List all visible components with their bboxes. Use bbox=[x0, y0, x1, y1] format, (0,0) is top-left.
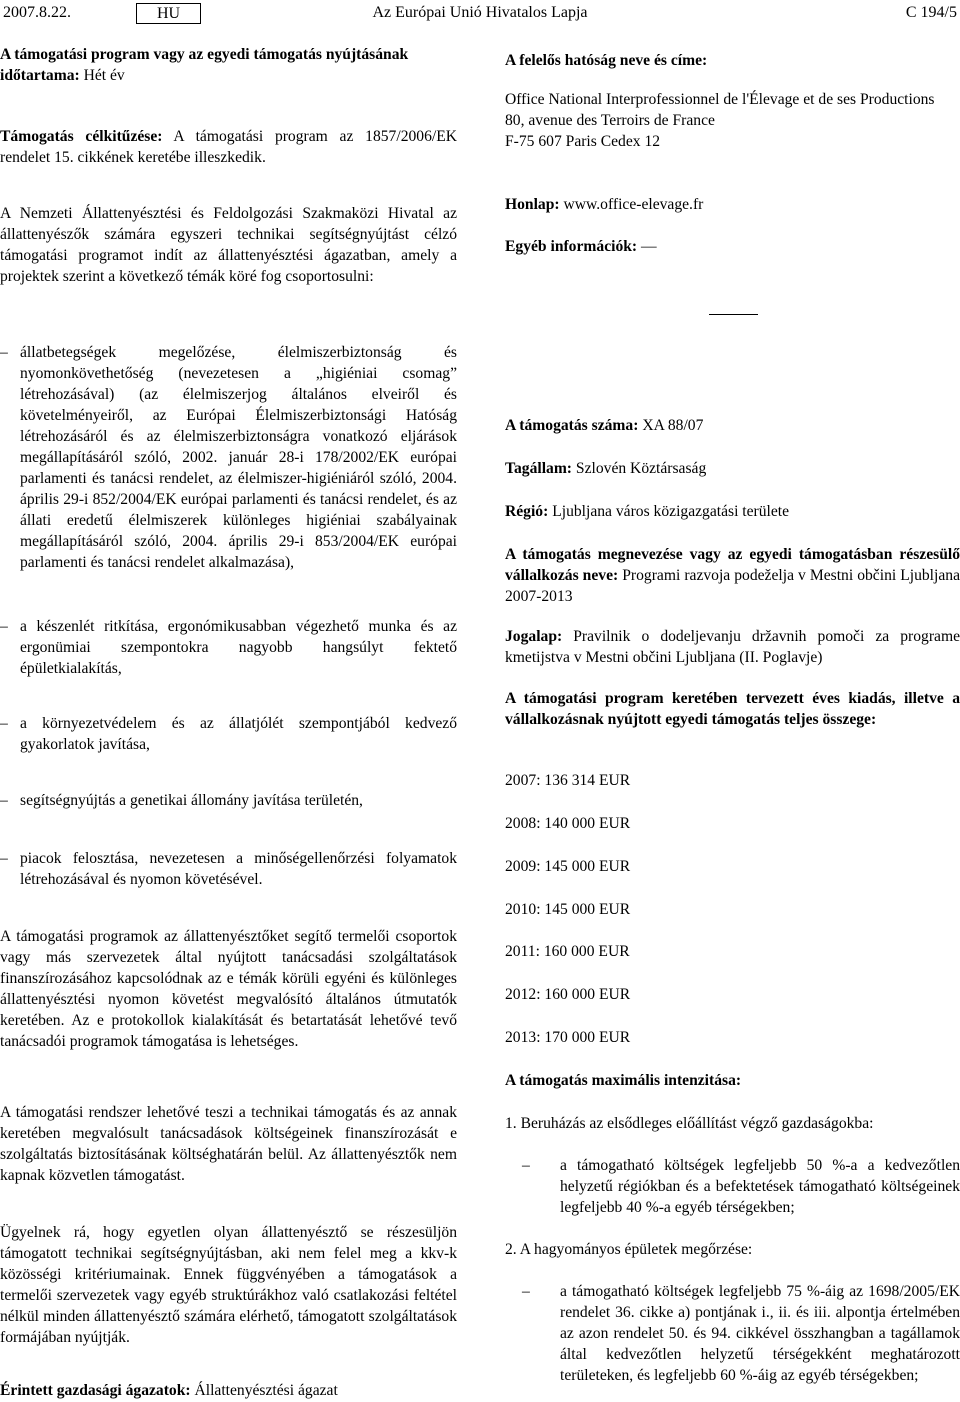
authority-name: Office National Interprofessionnel de l'Élevage et de ses Productions bbox=[505, 91, 935, 108]
aid-number-label: A támogatás száma: bbox=[505, 417, 639, 434]
region-block bbox=[505, 501, 960, 522]
aid-title-label: A támogatás megnevezése vagy az egyedi támogatásban részesülő vállalkozás neve: bbox=[505, 546, 960, 584]
list-item-text: a környezetvédelem és az állatjólét szempontjából kedvező gyakorlatok javítása, bbox=[20, 715, 457, 753]
authority-address-street: 80, avenue des Terroirs de France bbox=[505, 112, 715, 129]
duration-label: A támogatási program vagy az egyedi támogatás nyújtásának időtartama: bbox=[0, 46, 409, 84]
aid-title-value: Programi razvoja podeželja v Mestni občini Ljubljana 2007-2013 bbox=[505, 567, 960, 605]
intensity-label: A támogatás maximális intenzitása: bbox=[505, 1072, 742, 1089]
legal-basis-block bbox=[505, 626, 960, 668]
list-item bbox=[522, 1155, 960, 1218]
issue-date: 2007.8.22. bbox=[3, 4, 71, 21]
year-amount: 2009: 145 000 EUR bbox=[505, 858, 631, 875]
list-item bbox=[0, 790, 457, 811]
aid-number-block bbox=[505, 415, 960, 436]
expenditure-block bbox=[505, 688, 960, 730]
website-block bbox=[505, 194, 960, 215]
year-amount: 2012: 160 000 EUR bbox=[505, 986, 631, 1003]
dash-bullet: – bbox=[522, 1283, 530, 1300]
aid-title-block bbox=[505, 544, 960, 607]
list-item-text: a támogatható költségek legfeljebb 75 %-áig az 1698/2005/EK rendelet 36. cikke a) pontjának i., ii. és iii. alpontja értelmében az azon rendelet 50. és 94. cikkével összhangban a tagállamok által kedvezőtlen helyzetű térségekként meghatározott területeken, és legfeljebb 60 %-áig az egyéb térségekben; bbox=[560, 1283, 960, 1384]
list-item-text: segítségnyújtás a genetikai állomány javítása területén, bbox=[20, 792, 363, 809]
paragraph-text: A támogatási programok az állattenyésztőket segítő termelői csoportok vagy más szervezetek által nyújtott tanácsadási szolgáltatások finanszírozásához kapcsolódnak az e témák körüli egyéni és különleges állattenyésztési nyomon követést megvalósító általános útmutatók keretében. Az e protokollok kialakítását és betartatását lehetővé tevő tanácsadói programok támogatása is lehetséges. bbox=[0, 928, 457, 1050]
intro-paragraph bbox=[0, 203, 457, 287]
paragraph-text: Ügyelnek rá, hogy egyetlen olyan állattenyésztő se részesüljön támogatott technikai segítségnyújtásban, aki nem felel meg a kkv-k közösségi kritériumainak. Ennek függvényében a támogatások a termelői szervezetek vagy egyéb struktúrákhoz való csatlakozási feltétel nélkül minden állattenyésztő számára elérhető, támogatott szolgáltatások formájában nyújtják. bbox=[0, 1224, 457, 1346]
list-item-text: a készenlét ritkítása, ergonómikusabban végezhető munka és az ergonümiai szempontokra nagyobb hangsúlyt fektető épületkialakítás, bbox=[20, 618, 457, 677]
member-state-label: Tagállam: bbox=[505, 460, 573, 477]
authority-block bbox=[505, 50, 960, 152]
legal-basis-value: Pravilnik o dodeljevanju državnih pomoči za programe kmetijstva v Mestni občini Ljubljana (II. Poglavje) bbox=[505, 628, 960, 666]
year-amount: 2011: 160 000 EUR bbox=[505, 943, 630, 960]
sectors-value: Állattenyésztési ágazat bbox=[194, 1382, 338, 1399]
sectors-block bbox=[0, 1380, 457, 1401]
other-info-label: Egyéb információk: bbox=[505, 238, 638, 255]
dash-bullet: – bbox=[0, 344, 8, 361]
section-divider bbox=[709, 314, 758, 315]
page-number: C 194/5 bbox=[905, 4, 957, 21]
dash-bullet: – bbox=[0, 715, 8, 732]
objective-block bbox=[0, 126, 457, 168]
objective-label: Támogatás célkitűzése: bbox=[0, 128, 163, 145]
list-item bbox=[522, 1281, 960, 1386]
authority-label: A felelős hatóság neve és címe: bbox=[505, 52, 708, 69]
expenditure-label: A támogatási program keretében tervezett éves kiadás, illetve a vállalkozásnak nyújtott egyedi támogatás teljes összege: bbox=[505, 690, 960, 728]
dash-bullet: – bbox=[522, 1157, 530, 1174]
year-amount: 2007: 136 314 EUR bbox=[505, 772, 631, 789]
dash-bullet: – bbox=[0, 792, 8, 809]
sectors-label: Érintett gazdasági ágazatok: bbox=[0, 1382, 191, 1399]
list-item bbox=[0, 848, 457, 890]
paragraph-advisory bbox=[0, 926, 457, 1052]
year-amount: 2010: 145 000 EUR bbox=[505, 901, 631, 918]
legal-basis-label: Jogalap: bbox=[505, 628, 563, 645]
duration-value: Hét év bbox=[83, 67, 125, 84]
duration-block bbox=[0, 44, 457, 86]
region-value: Ljubljana város közigazgatási területe bbox=[552, 503, 790, 520]
intro-text: A Nemzeti Állattenyésztési és Feldolgozási Szakmaközi Hivatal az állattenyészők számára egyszeri technikai segítségnyújtást célzó támogatási programot indít az állattenyésztési ágazatban, amely a projektek szerint a következő témák köré fog csoportosulni: bbox=[0, 205, 457, 285]
member-state-block bbox=[505, 458, 960, 479]
point-buildings: 2. A hagyományos épületek megőrzése: bbox=[505, 1241, 753, 1258]
other-info-block bbox=[505, 236, 960, 257]
paragraph-sme bbox=[0, 1222, 457, 1348]
member-state-value: Szlovén Köztársaság bbox=[575, 460, 707, 477]
objective-value: A támogatási program az 1857/2006/EK rendelet 15. cikkének keretébe illeszkedik. bbox=[0, 128, 457, 166]
intensity-block bbox=[505, 1070, 960, 1091]
year-amount: 2013: 170 000 EUR bbox=[505, 1029, 631, 1046]
point-investment: 1. Beruházás az elsődleges előállítást végző gazdaságokba: bbox=[505, 1115, 874, 1132]
aid-number-value: XA 88/07 bbox=[642, 417, 704, 434]
website-label: Honlap: bbox=[505, 196, 560, 213]
website-link[interactable]: www.office-elevage.fr bbox=[563, 196, 704, 213]
dash-bullet: – bbox=[0, 850, 8, 867]
region-label: Régió: bbox=[505, 503, 549, 520]
list-item-text: állatbetegségek megelőzése, élelmiszerbiztonság és nyomonkövethetőség (nevezetesen a „higiéniai csomag” létrehozásával) (az élelmiszerjog általános elveiről és követelményeiről, az Európai Élelmiszerbiztonsági Hatóság létrehozásáról és az élelmiszerbiztonságra vonatkozó eljárások megállapításáról szóló, 2002. január 28-i 178/2002/EK európai parlamenti és tanácsi rendelet, az élelmiszer-higiéniáról szóló, 2004. április 29-i 852/2004/EK európai parlamenti és tanácsi rendelet, és az állati eredetű élelmiszerek különleges higiéniai szabályainak megállapításáról szóló, 2004. április 29-i 853/2004/EK európai parlamenti és tanácsi rendelet alkalmazása), bbox=[20, 344, 457, 571]
list-item-text: a támogatható költségek legfeljebb 50 %-a a kedvezőtlen helyzetű régiókban és a befektetések támogatható költségeinek legfeljebb 40 %-a egyéb térségekben; bbox=[560, 1157, 960, 1216]
list-item bbox=[0, 713, 457, 755]
page-header bbox=[3, 2, 957, 24]
paragraph-text: A támogatási rendszer lehetővé teszi a technikai támogatás és az annak keretében megvalósult tanácsadások költségeinek finanszírozását e szolgáltatás biztosításának költséghatárán belül. Az állattenyésztők nem kapnak közvetlen támogatást. bbox=[0, 1104, 457, 1184]
journal-title: Az Európai Unió Hivatalos Lapja bbox=[372, 4, 588, 21]
list-item bbox=[0, 342, 457, 573]
list-item-text: piacok felosztása, nevezetesen a minőségellenőrzési folyamatok létrehozásával és nyomon követésével. bbox=[20, 850, 457, 888]
paragraph-financing bbox=[0, 1102, 457, 1186]
language-badge: HU bbox=[136, 3, 201, 24]
list-item bbox=[0, 616, 457, 679]
dash-bullet: – bbox=[0, 618, 8, 635]
other-info-value: — bbox=[641, 238, 657, 255]
authority-address-city: F-75 607 Paris Cedex 12 bbox=[505, 133, 661, 150]
year-amount: 2008: 140 000 EUR bbox=[505, 815, 631, 832]
